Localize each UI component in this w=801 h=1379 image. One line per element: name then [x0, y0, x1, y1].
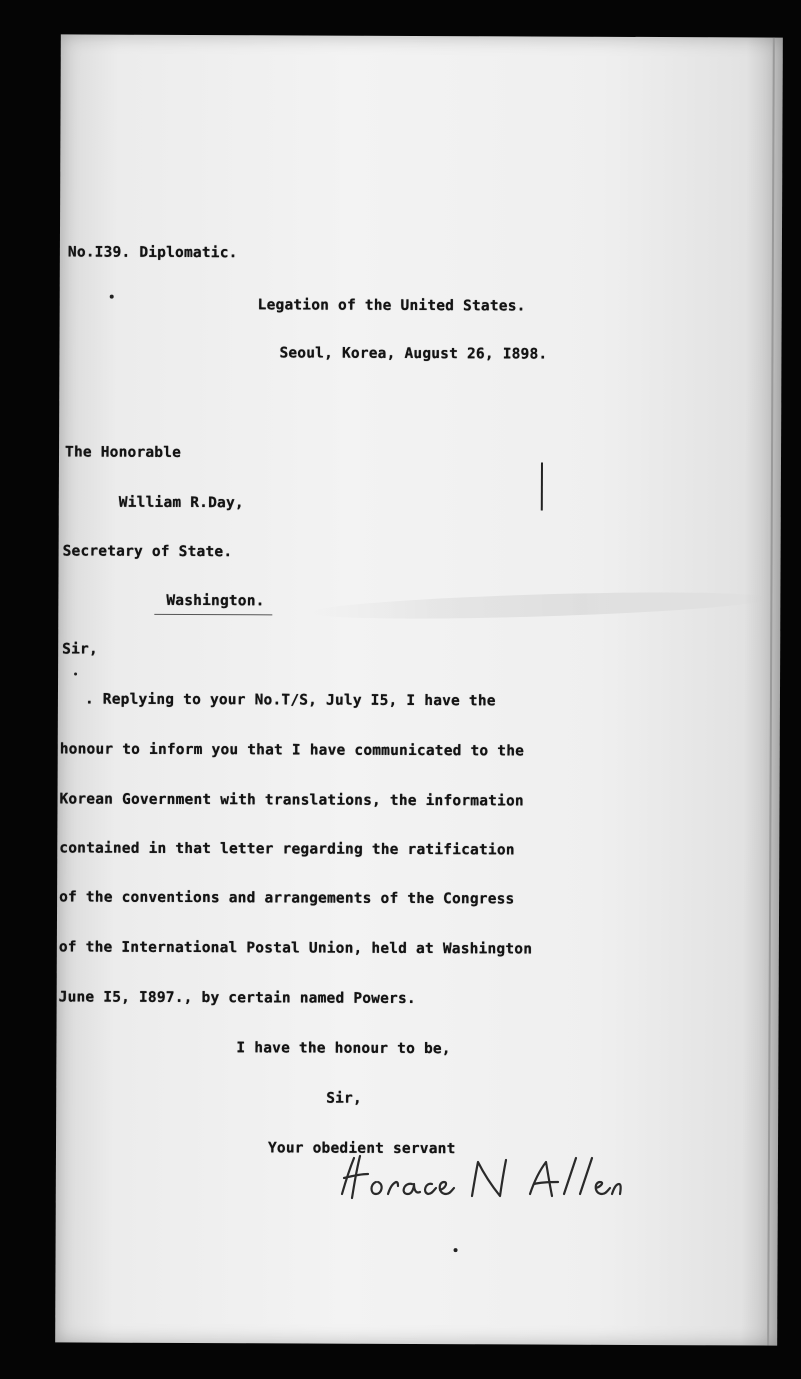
ink-speck [454, 1248, 458, 1252]
body-line-3: Korean Government with translations, the information [59, 791, 524, 810]
addressee-line-4: Washington. [166, 592, 265, 610]
closing-line-1: I have the honour to be, [236, 1040, 451, 1058]
salutation: Sir, [62, 641, 98, 658]
body-line-1: . Replying to your No.T/S, July I5, I have the [84, 691, 496, 710]
ink-speck [110, 295, 114, 299]
legation-heading: Legation of the United States. [257, 297, 526, 315]
ink-speck [74, 672, 77, 675]
closing-line-2: Sir, [326, 1090, 362, 1107]
paper-edge [767, 38, 775, 1346]
closing-line-3: Your obedient servant [267, 1140, 456, 1158]
body-line-6: of the International Postal Union, held at Washington [58, 939, 533, 958]
body-line-4: contained in that letter regarding the ratification [59, 840, 515, 859]
margin-mark [541, 463, 543, 511]
underline-mark [154, 614, 272, 616]
addressee-line-3: Secretary of State. [62, 543, 233, 561]
body-line-2: honour to inform you that I have communicated to the [59, 741, 525, 760]
place-date: Seoul, Korea, August 26, I898. [279, 345, 548, 363]
addressee-line-2: William R.Day, [118, 494, 244, 512]
body-line-5: of the conventions and arrangements of the Congress [59, 889, 515, 908]
handwritten-signature [334, 1142, 624, 1212]
paper-smudge [308, 588, 768, 624]
addressee-line-1: The Honorable [64, 444, 182, 461]
dispatch-number: No.I39. Diplomatic. [67, 244, 238, 262]
body-line-7: June I5, I897., by certain named Powers. [58, 989, 416, 1007]
